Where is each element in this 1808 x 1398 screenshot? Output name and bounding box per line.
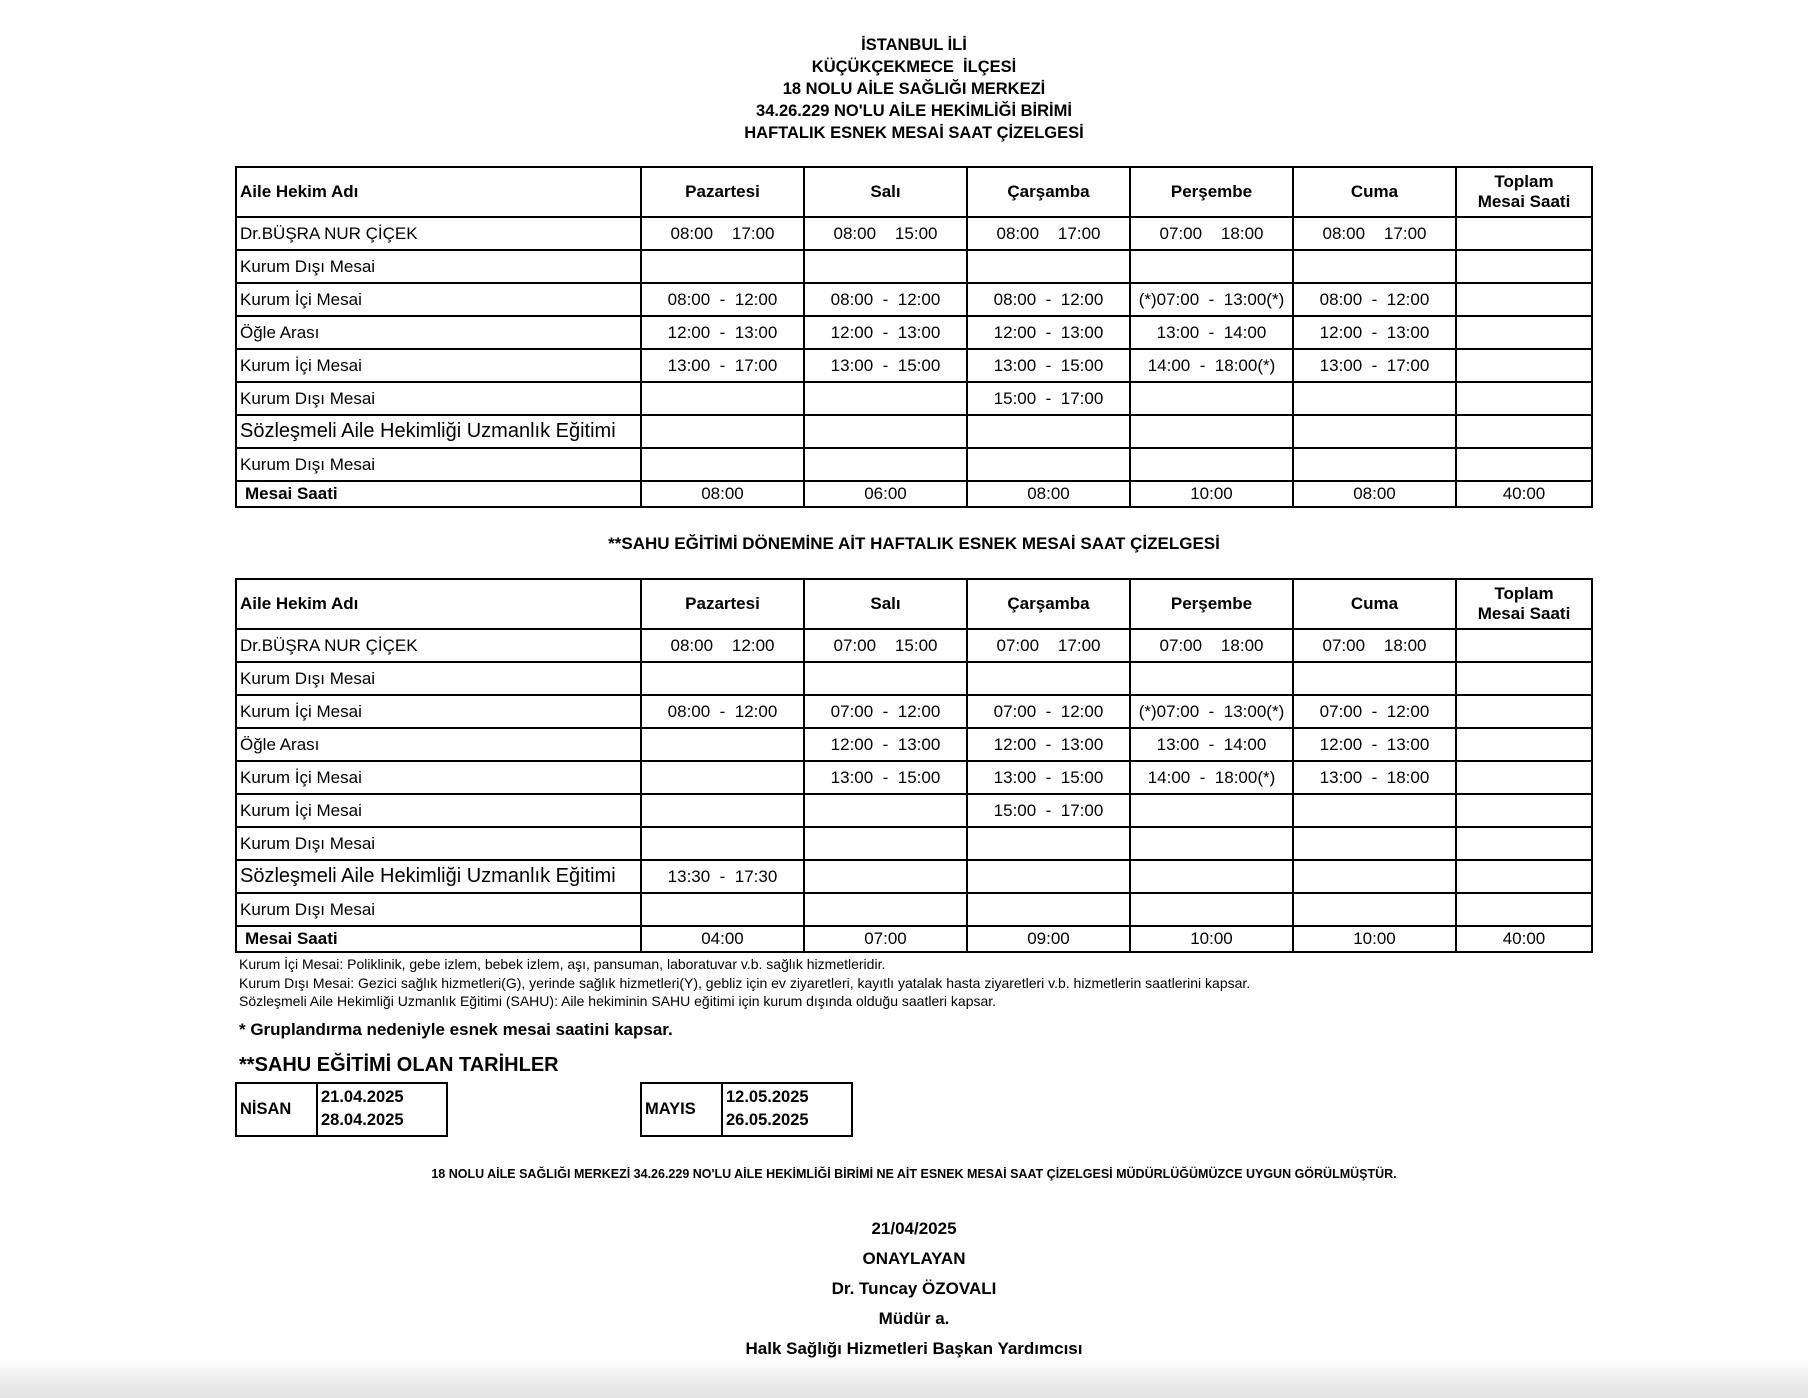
total-hours-cell: 07:00 <box>804 926 967 952</box>
col-header-total-line1: Toplam <box>1494 584 1554 603</box>
schedule-cell: 13:00 - 15:00 <box>967 349 1130 382</box>
row-label: Kurum Dışı Mesai <box>236 827 641 860</box>
schedule-cell: 08:00 - 12:00 <box>641 695 804 728</box>
schedule-cell: 12:00 - 13:00 <box>1293 728 1456 761</box>
table-row <box>236 349 1592 382</box>
total-label: Mesai Saati <box>236 926 641 952</box>
schedule-cell <box>641 794 804 827</box>
col-header-wednesday: Çarşamba <box>967 167 1130 217</box>
schedule-cell: 08:00 - 12:00 <box>804 283 967 316</box>
table-row <box>236 382 1592 415</box>
total-label: Mesai Saati <box>236 481 641 507</box>
schedule-cell <box>1293 794 1456 827</box>
schedule-cell <box>804 893 967 926</box>
table-row <box>236 629 1592 662</box>
total-hours-cell: 40:00 <box>1456 481 1592 507</box>
schedule-cell: 15:00 - 17:00 <box>967 382 1130 415</box>
total-hours-cell: 04:00 <box>641 926 804 952</box>
table-row <box>236 448 1592 481</box>
weekly-schedule-table <box>235 166 1593 508</box>
schedule-cell <box>1456 860 1592 893</box>
schedule-cell: 12:00 - 13:00 <box>804 316 967 349</box>
dates-table-may <box>640 1082 853 1137</box>
table-row <box>236 794 1592 827</box>
schedule-cell: 13:00 - 18:00 <box>1293 761 1456 794</box>
table-row <box>236 283 1592 316</box>
row-label: Kurum Dışı Mesai <box>236 250 641 283</box>
schedule-cell: 12:00 - 13:00 <box>1293 316 1456 349</box>
schedule-cell <box>641 893 804 926</box>
schedule-cell: 07:00 - 12:00 <box>1293 695 1456 728</box>
total-row <box>236 481 1592 507</box>
table-row <box>236 893 1592 926</box>
total-hours-cell: 10:00 <box>1130 481 1293 507</box>
month-label: MAYIS <box>641 1083 722 1136</box>
table-row <box>236 415 1592 448</box>
schedule-cell <box>1130 415 1293 448</box>
col-header-wednesday: Çarşamba <box>967 579 1130 629</box>
schedule-cell: 13:00 - 15:00 <box>804 349 967 382</box>
note-kurum-disi: Kurum Dışı Mesai: Gezici sağlık hizmetleri(G), yerinde sağlık hizmetleri(Y), gebliz için ev ziyaretleri, kayıtlı yatalak hasta ziyaretleri v.b. hizmetlerin saatlerini kapsar. <box>239 974 1251 991</box>
col-header-tuesday: Salı <box>804 579 967 629</box>
col-header-total <box>1456 167 1592 217</box>
table-row <box>236 217 1592 250</box>
schedule-cell: 12:00 - 13:00 <box>641 316 804 349</box>
date-list <box>722 1083 852 1136</box>
row-label: Kurum İçi Mesai <box>236 761 641 794</box>
total-hours-cell: 10:00 <box>1293 926 1456 952</box>
signature-block <box>0 1214 1808 1364</box>
schedule-cell <box>641 415 804 448</box>
schedule-cell <box>1456 283 1592 316</box>
schedule-cell <box>1456 827 1592 860</box>
schedule-cell <box>641 728 804 761</box>
schedule-cell <box>1130 382 1293 415</box>
schedule-cell <box>1456 629 1592 662</box>
schedule-cell <box>1130 794 1293 827</box>
table-row <box>236 250 1592 283</box>
date-list <box>317 1083 447 1136</box>
schedule-cell <box>967 893 1130 926</box>
schedule-cell <box>641 382 804 415</box>
schedule-cell <box>967 415 1130 448</box>
schedule-cell: 07:00 - 12:00 <box>804 695 967 728</box>
grouping-footnote: * Gruplandırma nedeniyle esnek mesai saatini kapsar. <box>239 1020 673 1039</box>
schedule-cell <box>967 448 1130 481</box>
month-label: NİSAN <box>236 1083 317 1136</box>
date-item: 26.05.2025 <box>726 1111 809 1129</box>
schedule-cell: 12:00 - 13:00 <box>804 728 967 761</box>
col-header-total-line1: Toplam <box>1494 172 1554 191</box>
row-label: Kurum Dışı Mesai <box>236 448 641 481</box>
col-header-monday: Pazartesi <box>641 167 804 217</box>
explanation-notes <box>239 955 1250 1011</box>
schedule-cell: 08:00 - 12:00 <box>1293 283 1456 316</box>
schedule-cell <box>804 794 967 827</box>
schedule-cell: 07:00 18:00 <box>1293 629 1456 662</box>
row-label: Kurum Dışı Mesai <box>236 662 641 695</box>
row-label: Kurum Dışı Mesai <box>236 893 641 926</box>
table-row <box>236 662 1592 695</box>
row-label: Öğle Arası <box>236 728 641 761</box>
row-label: Öğle Arası <box>236 316 641 349</box>
header-unit: 34.26.229 NO'LU AİLE HEKİMLİĞİ BİRİMİ <box>756 102 1072 120</box>
header-title: HAFTALIK ESNEK MESAİ SAAT ÇİZELGESİ <box>744 124 1084 142</box>
total-hours-cell: 40:00 <box>1456 926 1592 952</box>
schedule-cell: 12:00 - 13:00 <box>967 728 1130 761</box>
schedule-cell <box>804 448 967 481</box>
schedule-cell <box>1130 250 1293 283</box>
schedule-cell <box>804 860 967 893</box>
schedule-cell <box>804 662 967 695</box>
schedule-cell <box>1456 349 1592 382</box>
schedule-cell <box>967 860 1130 893</box>
col-header-tuesday: Salı <box>804 167 967 217</box>
header-province: İSTANBUL İLİ <box>861 36 967 54</box>
col-header-total <box>1456 579 1592 629</box>
row-label: Kurum İçi Mesai <box>236 695 641 728</box>
schedule-cell: 07:00 - 12:00 <box>967 695 1130 728</box>
total-row <box>236 926 1592 952</box>
schedule-cell: 13:30 - 17:30 <box>641 860 804 893</box>
schedule-cell: 07:00 18:00 <box>1130 629 1293 662</box>
total-hours-cell: 08:00 <box>967 481 1130 507</box>
date-item: 21.04.2025 <box>321 1088 404 1106</box>
schedule-cell <box>1293 860 1456 893</box>
note-sahu: Sözleşmeli Aile Hekimliği Uzmanlık Eğitimi (SAHU): Aile hekiminin SAHU eğitimi için kurum dışında olduğu saatleri kapsar. <box>239 993 997 1009</box>
schedule-cell <box>1293 415 1456 448</box>
total-hours-cell: 08:00 <box>641 481 804 507</box>
sahu-schedule-title: **SAHU EĞİTİMİ DÖNEMİNE AİT HAFTALIK ESNEK MESAİ SAAT ÇİZELGESİ <box>608 534 1220 553</box>
schedule-cell <box>1456 448 1592 481</box>
schedule-cell <box>641 250 804 283</box>
approver-role: ONAYLAYAN <box>862 1249 966 1268</box>
schedule-cell: 07:00 15:00 <box>804 629 967 662</box>
schedule-cell: (*)07:00 - 13:00(*) <box>1130 695 1293 728</box>
schedule-cell <box>1130 860 1293 893</box>
schedule-cell <box>1456 695 1592 728</box>
schedule-cell <box>804 827 967 860</box>
schedule-cell: 13:00 - 17:00 <box>641 349 804 382</box>
approver-name: Dr. Tuncay ÖZOVALI <box>831 1279 997 1298</box>
schedule-cell <box>1293 448 1456 481</box>
schedule-cell: 13:00 - 15:00 <box>804 761 967 794</box>
row-label: Kurum İçi Mesai <box>236 349 641 382</box>
sahu-schedule-table <box>235 578 1593 953</box>
page-edge-shadow <box>0 1358 1808 1398</box>
total-hours-cell: 08:00 <box>1293 481 1456 507</box>
col-header-doctor: Aile Hekim Adı <box>236 167 641 217</box>
schedule-cell <box>641 448 804 481</box>
schedule-cell: (*)07:00 - 13:00(*) <box>1130 283 1293 316</box>
schedule-cell: 13:00 - 17:00 <box>1293 349 1456 382</box>
schedule-cell <box>1293 893 1456 926</box>
col-header-thursday: Perşembe <box>1130 579 1293 629</box>
header-district: KÜÇÜKÇEKMECE İLÇESİ <box>811 58 1017 76</box>
schedule-cell <box>1293 382 1456 415</box>
date-item: 12.05.2025 <box>726 1088 809 1106</box>
date-item: 28.04.2025 <box>321 1111 404 1129</box>
approval-date: 21/04/2025 <box>871 1219 957 1238</box>
schedule-cell <box>1130 827 1293 860</box>
schedule-cell: 13:00 - 14:00 <box>1130 316 1293 349</box>
schedule-cell: 08:00 12:00 <box>641 629 804 662</box>
schedule-cell: 08:00 - 12:00 <box>967 283 1130 316</box>
schedule-cell: 07:00 17:00 <box>967 629 1130 662</box>
total-hours-cell: 09:00 <box>967 926 1130 952</box>
schedule-cell <box>641 827 804 860</box>
col-header-thursday: Perşembe <box>1130 167 1293 217</box>
schedule-cell <box>641 761 804 794</box>
schedule-cell <box>641 662 804 695</box>
schedule-cell: 13:00 - 15:00 <box>967 761 1130 794</box>
approver-department: Halk Sağlığı Hizmetleri Başkan Yardımcısı <box>745 1339 1083 1358</box>
schedule-cell: 14:00 - 18:00(*) <box>1130 349 1293 382</box>
schedule-cell <box>1456 761 1592 794</box>
table-row <box>236 761 1592 794</box>
schedule-cell <box>1293 662 1456 695</box>
document-header <box>0 34 1808 144</box>
schedule-cell <box>1456 316 1592 349</box>
schedule-cell <box>1456 794 1592 827</box>
schedule-cell <box>1130 893 1293 926</box>
schedule-cell: 08:00 17:00 <box>1293 217 1456 250</box>
schedule-cell <box>1456 893 1592 926</box>
col-header-monday: Pazartesi <box>641 579 804 629</box>
schedule-cell: 08:00 15:00 <box>804 217 967 250</box>
row-label: Kurum Dışı Mesai <box>236 382 641 415</box>
total-hours-cell: 06:00 <box>804 481 967 507</box>
table-row <box>236 316 1592 349</box>
col-header-friday: Cuma <box>1293 167 1456 217</box>
row-label: Kurum İçi Mesai <box>236 794 641 827</box>
col-header-friday: Cuma <box>1293 579 1456 629</box>
schedule-cell <box>1456 662 1592 695</box>
schedule-cell <box>1456 728 1592 761</box>
schedule-cell <box>967 662 1130 695</box>
total-hours-cell: 10:00 <box>1130 926 1293 952</box>
table-header-row <box>236 167 1592 217</box>
approver-title: Müdür a. <box>878 1309 950 1328</box>
row-label: Dr.BÜŞRA NUR ÇİÇEK <box>236 217 641 250</box>
sahu-dates-title: **SAHU EĞİTİMİ OLAN TARİHLER <box>239 1054 559 1076</box>
schedule-cell: 12:00 - 13:00 <box>967 316 1130 349</box>
table-row <box>236 695 1592 728</box>
schedule-cell <box>1456 250 1592 283</box>
schedule-cell <box>804 415 967 448</box>
schedule-cell <box>1130 448 1293 481</box>
schedule-cell: 13:00 - 14:00 <box>1130 728 1293 761</box>
schedule-cell <box>1293 250 1456 283</box>
row-label: Sözleşmeli Aile Hekimliği Uzmanlık Eğitimi <box>236 415 641 448</box>
schedule-cell <box>1456 217 1592 250</box>
schedule-cell <box>1456 382 1592 415</box>
schedule-cell <box>967 827 1130 860</box>
col-header-total-line2: Mesai Saati <box>1477 604 1571 623</box>
schedule-cell: 15:00 - 17:00 <box>967 794 1130 827</box>
schedule-cell <box>1293 827 1456 860</box>
schedule-cell: 08:00 17:00 <box>641 217 804 250</box>
schedule-cell <box>804 382 967 415</box>
table-row <box>236 728 1592 761</box>
table-row <box>236 860 1592 893</box>
schedule-cell: 07:00 18:00 <box>1130 217 1293 250</box>
schedule-cell <box>804 250 967 283</box>
col-header-doctor: Aile Hekim Adı <box>236 579 641 629</box>
note-kurum-ici: Kurum İçi Mesai: Poliklinik, gebe izlem, bebek izlem, aşı, pansuman, laboratuvar v.b. sağlık hizmetleridir. <box>239 956 886 972</box>
schedule-cell <box>1456 415 1592 448</box>
schedule-cell: 14:00 - 18:00(*) <box>1130 761 1293 794</box>
schedule-cell <box>1130 662 1293 695</box>
row-label: Dr.BÜŞRA NUR ÇİÇEK <box>236 629 641 662</box>
schedule-cell: 08:00 - 12:00 <box>641 283 804 316</box>
table-header-row <box>236 579 1592 629</box>
header-center: 18 NOLU AİLE SAĞLIĞI MERKEZİ <box>782 80 1046 98</box>
dates-table-april <box>235 1082 448 1137</box>
col-header-total-line2: Mesai Saati <box>1477 192 1571 211</box>
schedule-cell: 08:00 17:00 <box>967 217 1130 250</box>
table-row <box>236 827 1592 860</box>
approval-statement: 18 NOLU AİLE SAĞLIĞI MERKEZİ 34.26.229 NO'LU AİLE HEKİMLİĞİ BİRİMİ NE AİT ESNEK MESAİ SAAT ÇİZELGESİ MÜDÜRLÜĞÜMÜZCE UYGUN GÖRÜLMÜŞTÜR. <box>431 1167 1397 1181</box>
row-label: Sözleşmeli Aile Hekimliği Uzmanlık Eğitimi <box>236 860 641 893</box>
schedule-cell <box>967 250 1130 283</box>
row-label: Kurum İçi Mesai <box>236 283 641 316</box>
